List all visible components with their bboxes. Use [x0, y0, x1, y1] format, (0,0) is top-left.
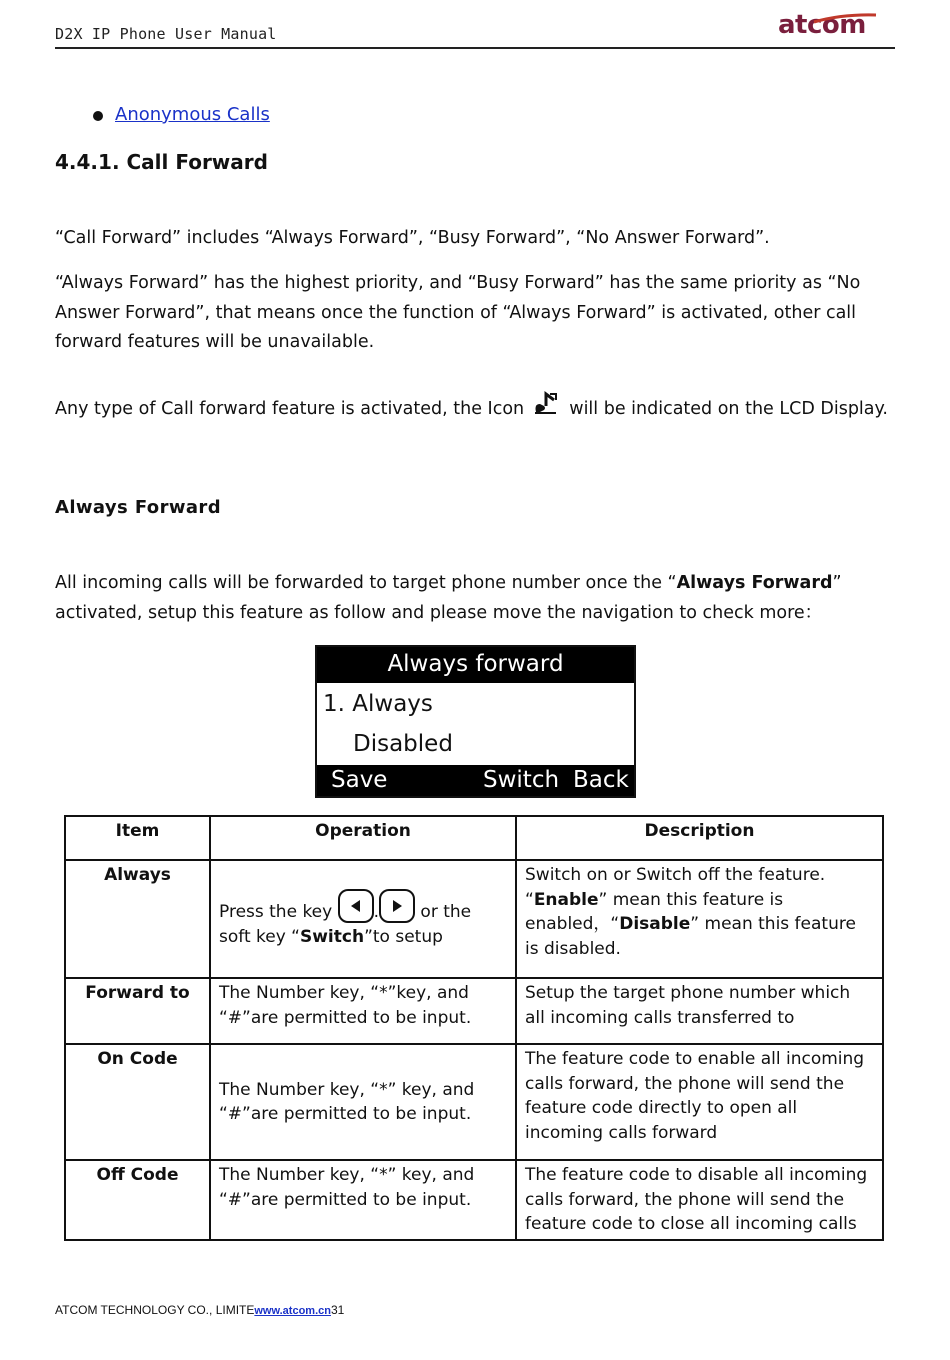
anonymous-calls-link[interactable]: Anonymous Calls: [115, 104, 270, 125]
table-cell-operation: The Number key, “*” key, and “#”are permitted to be input.: [210, 1044, 516, 1160]
paragraph-call-forward-types: “Call Forward” includes “Always Forward”, “Busy Forward”, “No Answer Forward”.: [55, 228, 770, 248]
op-switch-bold: Switch: [299, 926, 365, 947]
paragraph-icon-note: [55, 390, 900, 425]
desc-quote-open: “: [525, 889, 534, 910]
table-header-item: Item: [65, 816, 210, 860]
lcd-option-always: 1. Always: [323, 691, 433, 717]
table-cell-item: Forward to: [65, 978, 210, 1044]
header-title: D2X IP Phone User Manual: [55, 25, 277, 43]
desc-switch-text: Switch on or Switch off the feature.: [525, 865, 826, 885]
always-forward-text-after: ” activated, setup this feature as follow and please move the navigation to check more：: [55, 573, 842, 623]
table-cell-operation: [210, 860, 516, 978]
footer: [55, 1303, 344, 1317]
lcd-softkey-save: Save: [331, 767, 388, 793]
table-cell-item: Off Code: [65, 1160, 210, 1240]
table-row: [65, 860, 883, 978]
always-forward-bold: Always Forward: [676, 573, 833, 593]
desc-disable-bold: Disable: [619, 914, 691, 934]
table-cell-description: The feature code to disable all incoming calls forward, the phone will send the feature code to close all incoming calls: [516, 1160, 883, 1240]
section-heading: 4.4.1. Call Forward: [55, 150, 268, 174]
desc-enable-bold: Enable: [533, 889, 599, 910]
icon-note-text-before: Any type of Call forward feature is activated, the Icon: [55, 399, 530, 419]
footer-url-link[interactable]: www.atcom.cn: [254, 1305, 331, 1317]
always-forward-text-before: All incoming calls will be forwarded to target phone number once the “: [55, 573, 677, 593]
lcd-option-value: Disabled: [353, 731, 453, 757]
paragraph-priority: “Always Forward” has the highest priority, and “Busy Forward” has the same priority as “No Answer Forward”, that means once the function of “Always Forward” is activated, other call forward features will be unavailable.: [55, 273, 861, 352]
table-header-row: [65, 816, 883, 860]
table-cell-description: The feature code to enable all incoming calls forward, the phone will send the feature code directly to open all incoming calls forward: [516, 1044, 883, 1160]
lcd-title: Always forward: [317, 647, 634, 683]
table-cell-item: Always: [65, 860, 210, 978]
table-cell-item: On Code: [65, 1044, 210, 1160]
op-text-sep: .: [373, 902, 380, 922]
op-text-after: or the soft key “: [219, 902, 472, 947]
table-cell-description: Setup the target phone number which all incoming calls transferred to: [516, 978, 883, 1044]
logo-swoosh-icon: [812, 12, 878, 24]
table-row: [65, 978, 883, 1044]
left-arrow-key-icon: [338, 889, 374, 923]
lcd-screen: [315, 645, 636, 798]
op-text-before: Press the key: [219, 902, 333, 922]
footer-company: ATCOM TECHNOLOGY CO., LIMITE: [55, 1303, 255, 1317]
bullet-dot: [93, 111, 103, 121]
right-arrow-key-icon: [379, 889, 415, 923]
table-row: [65, 1044, 883, 1160]
table-cell-operation: The Number key, “*” key, and “#”are permitted to be input.: [210, 1160, 516, 1240]
desc-enable-text: ” mean this feature is enabled，“: [525, 889, 784, 934]
lcd-softkey-switch: Switch: [483, 767, 560, 793]
atcom-logo: atcom: [778, 10, 866, 40]
table-header-operation: Operation: [210, 816, 516, 860]
table-cell-description: [516, 860, 883, 978]
footer-page-number: 31: [330, 1303, 345, 1317]
table-header-description: Description: [516, 816, 883, 860]
always-forward-heading: Always Forward: [55, 497, 221, 518]
table-row: [65, 1160, 883, 1240]
paragraph-always-forward: [55, 569, 900, 628]
call-forward-icon: [532, 390, 562, 416]
lcd-softkey-bar: [317, 765, 634, 796]
op-text-end: ”to setup: [364, 926, 443, 947]
lcd-softkey-back: Back: [573, 767, 629, 793]
always-forward-table: [64, 815, 884, 1241]
desc-disable-text: ” mean this feature is disabled.: [525, 914, 856, 959]
header-rule: [55, 47, 895, 49]
table-cell-operation: The Number key, “*”key, and “#”are permitted to be input.: [210, 978, 516, 1044]
icon-note-text-after: will be indicated on the LCD Display.: [563, 399, 888, 419]
